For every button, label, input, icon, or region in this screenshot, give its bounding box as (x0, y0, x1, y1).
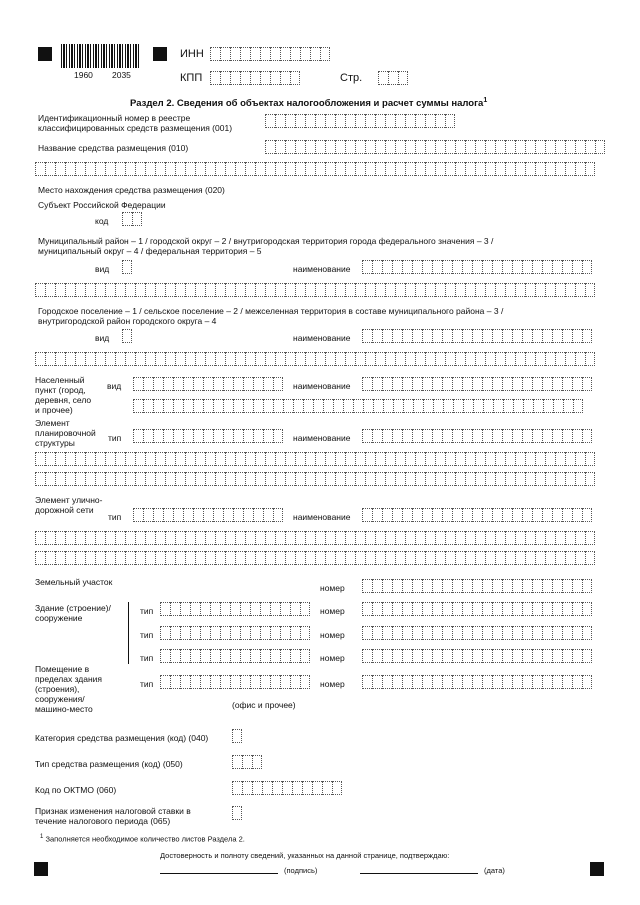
kpp-label: КПП (180, 72, 203, 84)
footnote-mark: 1 (40, 834, 44, 840)
section-title (130, 96, 487, 109)
type-field[interactable] (232, 755, 262, 769)
settlement-label-line1: Городское поселение – 1 / сельское поселение – 2 / межселенная территория в составе муниципального района – 3 / (38, 306, 504, 316)
municipal-label-line2: муниципальный округ – 4 / федеральная территория – 5 (38, 246, 262, 256)
barcode (61, 44, 141, 68)
barcode-number-right: 2035 (112, 70, 131, 80)
barcode-number-left: 1960 (74, 70, 93, 80)
date-line[interactable] (360, 873, 478, 874)
oktmo-field[interactable] (232, 781, 342, 795)
category-field[interactable] (232, 729, 242, 743)
subject-label: Субъект Российской Федерации (38, 200, 166, 210)
section-title-text: Раздел 2. Сведения об объектах налогообложения и расчет суммы налога (130, 98, 484, 110)
municipal-vid-field[interactable] (122, 260, 132, 274)
signature-line[interactable] (160, 873, 278, 874)
building-type-field-2[interactable] (160, 626, 310, 640)
category-label: Категория средства размещения (код) (040) (35, 733, 209, 743)
kpp-field[interactable] (210, 71, 300, 85)
municipal-vid-label: вид (95, 264, 110, 274)
oktmo-label: Код по ОКТМО (060) (35, 785, 117, 795)
id-number-field[interactable] (265, 114, 455, 128)
settlement-name-field-row2[interactable] (35, 352, 595, 366)
planning-type-label: тип (108, 433, 122, 443)
name-label: Название средства размещения (010) (38, 143, 189, 153)
office-note: (офис и прочее) (232, 700, 296, 710)
type-label: Тип средства размещения (код) (050) (35, 759, 183, 769)
building-type-label-2: тип (140, 630, 154, 640)
premises-label: Помещение в пределах здания (строения), сооружения/ машино-место (35, 664, 103, 714)
road-type-field[interactable] (133, 508, 283, 522)
locality-name-field-row2[interactable] (133, 399, 583, 413)
locality-vid-field[interactable] (133, 377, 283, 391)
premises-number-label: номер (320, 679, 345, 689)
locality-name-label: наименование (293, 381, 351, 391)
building-number-field-2[interactable] (362, 626, 592, 640)
name-field-row2[interactable] (35, 162, 595, 176)
premises-number-field[interactable] (362, 675, 592, 689)
page-label: Стр. (340, 72, 363, 84)
settlement-label-line2: внутригородской район городского округа – 4 (38, 316, 217, 326)
section-title-footnote-mark: 1 (483, 97, 488, 104)
rate-change-field[interactable] (232, 806, 242, 820)
road-label: Элемент улично-дорожной сети (35, 495, 103, 515)
building-number-field-3[interactable] (362, 649, 592, 663)
municipal-name-field-row2[interactable] (35, 283, 595, 297)
subject-code-label: код (95, 216, 109, 226)
inn-label: ИНН (180, 48, 204, 60)
planning-name-field-row1[interactable] (362, 429, 592, 443)
signature-caption: (подпись) (284, 866, 318, 875)
building-bracket (128, 602, 129, 664)
locality-name-field-row1[interactable] (362, 377, 592, 391)
settlement-name-field-row1[interactable] (362, 329, 592, 343)
planning-type-field[interactable] (133, 429, 283, 443)
corner-marker-bottom-right (590, 862, 604, 876)
road-name-label: наименование (293, 512, 351, 522)
road-name-field-row2[interactable] (35, 531, 595, 545)
building-number-label-3: номер (320, 653, 345, 663)
building-type-field-1[interactable] (160, 602, 310, 616)
locality-label: Населенный пункт (город, деревня, село и прочее) (35, 375, 92, 415)
building-type-label-3: тип (140, 653, 154, 663)
confirmation-text: Достоверность и полноту сведений, указанных на данной странице, подтверждаю: (160, 851, 450, 860)
corner-marker-bottom-left (34, 862, 48, 876)
planning-name-field-row2[interactable] (35, 452, 595, 466)
locality-vid-label: вид (107, 381, 122, 391)
settlement-vid-field[interactable] (122, 329, 132, 343)
premises-type-label: тип (140, 679, 154, 689)
date-caption: (дата) (484, 866, 505, 875)
premises-type-field[interactable] (160, 675, 310, 689)
municipal-name-label: наименование (293, 264, 351, 274)
corner-marker-top-right (153, 47, 167, 61)
land-number-label: номер (320, 583, 345, 593)
building-number-label-1: номер (320, 606, 345, 616)
building-number-field-1[interactable] (362, 602, 592, 616)
id-number-label-line2: классифицированных средств размещения (001) (38, 123, 233, 133)
planning-label: Элемент планировочной структуры (35, 418, 96, 448)
corner-marker-top-left (38, 47, 52, 61)
building-type-field-3[interactable] (160, 649, 310, 663)
name-field-row1[interactable] (265, 140, 605, 154)
footnote (40, 832, 245, 845)
land-number-field[interactable] (362, 579, 592, 593)
road-type-label: тип (108, 512, 122, 522)
building-number-label-2: номер (320, 630, 345, 640)
settlement-name-label: наименование (293, 333, 351, 343)
road-name-field-row3[interactable] (35, 551, 595, 565)
municipal-name-field-row1[interactable] (362, 260, 592, 274)
settlement-vid-label: вид (95, 333, 110, 343)
page-field[interactable] (378, 71, 408, 85)
building-type-label-1: тип (140, 606, 154, 616)
id-number-label-line1: Идентификационный номер в реестре (38, 113, 191, 123)
inn-field[interactable] (210, 47, 330, 61)
rate-change-label-line1: Признак изменения налоговой ставки в (35, 806, 191, 816)
footnote-text: Заполняется необходимое количество листов Раздела 2. (45, 834, 245, 844)
subject-code-field[interactable] (122, 212, 142, 226)
location-label: Место нахождения средства размещения (020) (38, 185, 225, 195)
rate-change-label-line2: течение налогового периода (065) (35, 816, 171, 826)
land-label: Земельный участок (35, 577, 113, 587)
municipal-label-line1: Муниципальный район – 1 / городской округ – 2 / внутригородская территория города федерального значения – 3 / (38, 236, 494, 246)
road-name-field-row1[interactable] (362, 508, 592, 522)
planning-name-field-row3[interactable] (35, 472, 595, 486)
building-label: Здание (строение)/ сооружение (35, 603, 111, 623)
planning-name-label: наименование (293, 433, 351, 443)
